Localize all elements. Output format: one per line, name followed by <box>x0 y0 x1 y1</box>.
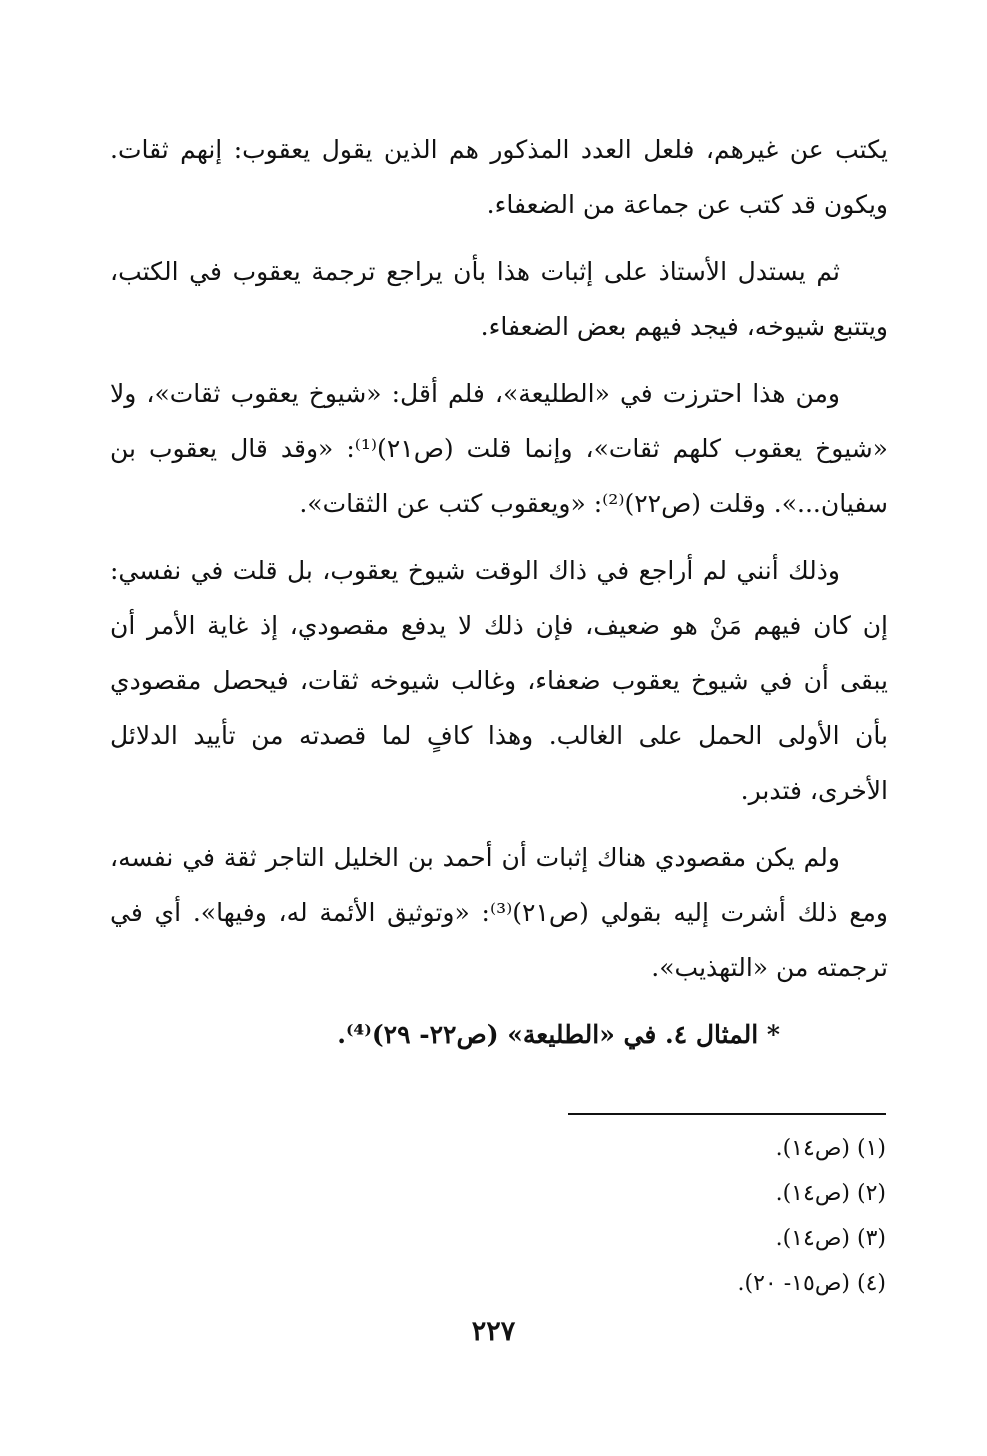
footnote-1: (١) (ص١٤). <box>775 1136 886 1161</box>
page-number: ٢٢٧ <box>471 1316 516 1347</box>
paragraph-2: ثم يستدل الأستاذ على إثبات هذا بأن يراجع ترجمة يعقوب في الكتب، ويتتبع شيوخه، فيجد فيهم بعض الضعفاء. <box>110 257 888 341</box>
paragraph-3: ومن هذا احترزت في «الطليعة»، فلم أقل: «شيوخ يعقوب ثقات»، ولا «شيوخ يعقوب كلهم ثقات»، وإنما قلت (ص٢١)⁽¹⁾: «وقد قال يعقوب بن سفيان...». وقلت (ص٢٢)⁽²⁾: «ويعقوب كتب عن الثقات». <box>110 379 888 518</box>
paragraph-4: وذلك أنني لم أراجع في ذاك الوقت شيوخ يعقوب، بل قلت في نفسي: إن كان فيهم مَنْ هو ضعيف، فإن ذلك لا يدفع مقصودي، إذ غاية الأمر أن يبقى أن في شيوخ يعقوب ضعفاء، وغالب شيوخه ثقات، فيحصل مقصودي بأن الأولى الحمل على الغالب. وهذا كافٍ لما قصدته من تأييد الدلائل الأخرى، فتدبر. <box>110 556 888 805</box>
footnote-4: (٤) (ص١٥- ٢٠). <box>737 1271 886 1296</box>
footnote-2: (٢) (ص١٤). <box>775 1181 886 1206</box>
paragraph-1: يكتب عن غيرهم، فلعل العدد المذكور هم الذين يقول يعقوب: إنهم ثقات. ويكون قد كتب عن جماعة من الضعفاء. <box>110 135 888 219</box>
example-heading: * المثال ٤. في «الطليعة» (ص٢٢- ٢٩)⁽⁴⁾. <box>337 1020 780 1049</box>
main-text-block <box>110 122 888 1074</box>
footnote-3: (٣) (ص١٤). <box>775 1226 886 1251</box>
footnote-separator <box>568 1113 886 1115</box>
footnotes-list <box>560 1126 886 1306</box>
paragraph-5: ولم يكن مقصودي هناك إثبات أن أحمد بن الخليل التاجر ثقة في نفسه، ومع ذلك أشرت إليه بقولي (ص٢١)⁽³⁾: «وتوثيق الأئمة له، وفيها». أي في ترجمته من «التهذيب». <box>110 843 888 982</box>
